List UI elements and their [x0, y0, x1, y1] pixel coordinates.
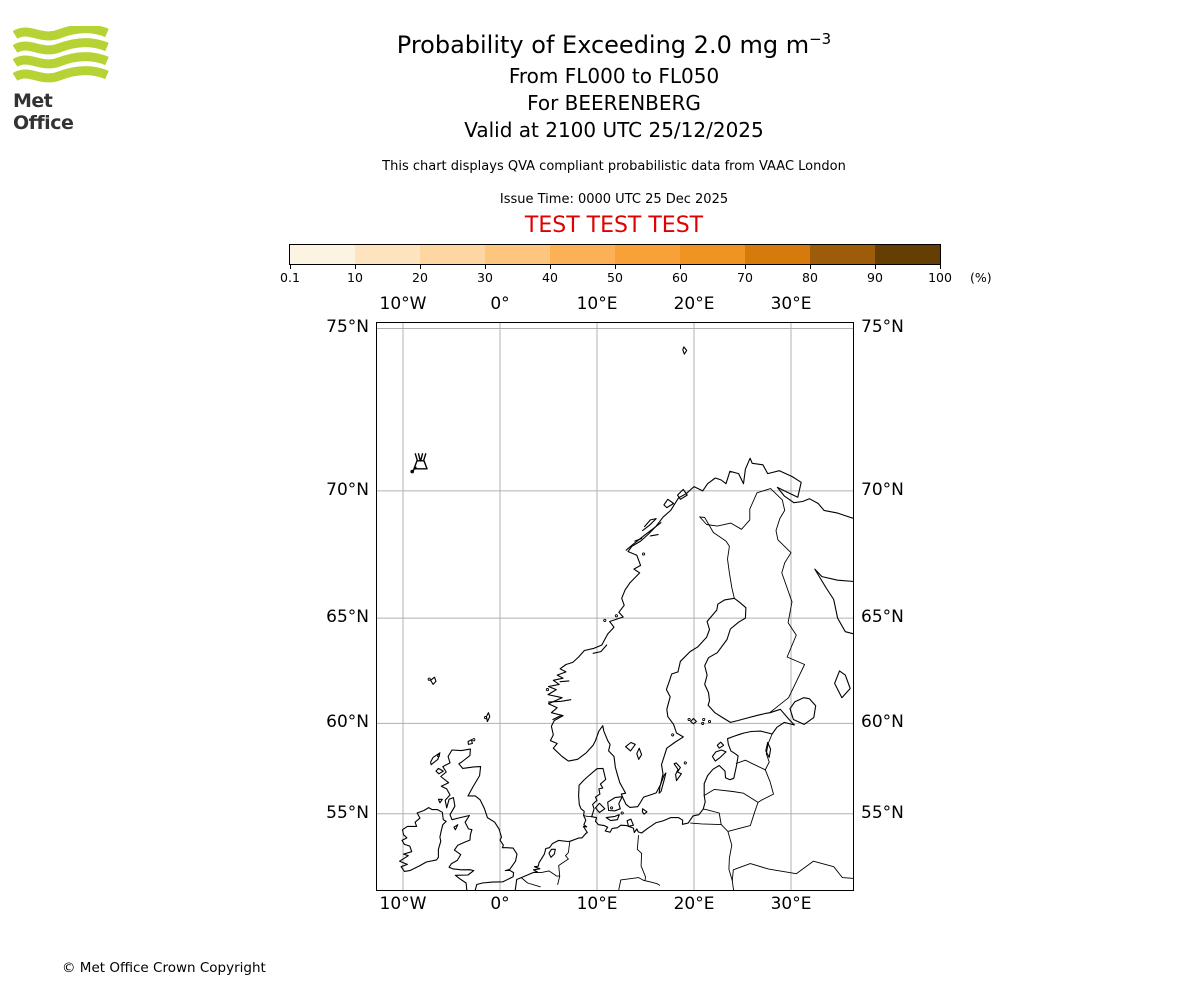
coastline-path — [627, 819, 633, 826]
lon-axis-label-top: 0° — [490, 294, 510, 314]
coastline-path — [549, 700, 571, 702]
colorbar-tick-label: 90 — [867, 270, 883, 285]
country-border-path — [700, 517, 735, 598]
colorbar-segment-0 — [290, 245, 355, 264]
lat-axis-label-left: 75°N — [326, 317, 369, 338]
colorbar-segment-9 — [875, 245, 940, 264]
coastline-path — [560, 681, 569, 682]
test-watermark: TEST TEST TEST — [524, 213, 704, 238]
page-title-text: Probability of Exceeding 2.0 mg m — [396, 31, 810, 59]
coastline-path — [549, 849, 555, 857]
small-island-dot — [684, 762, 686, 764]
colorbar-tick-label: 100 — [928, 270, 952, 285]
lon-axis-label-bottom: 10°W — [379, 894, 427, 914]
lat-axis-label-right: 75°N — [861, 317, 904, 338]
page-title-superscript: −3 — [809, 30, 832, 48]
colorbar-tick-label: 10 — [347, 270, 363, 285]
qva-description: This chart displays QVA compliant probabilistic data from VAAC London — [382, 159, 846, 174]
coastline-path — [608, 797, 623, 811]
country-border-path — [765, 734, 772, 770]
colorbar-tick-mark — [355, 265, 356, 269]
small-island-dot — [621, 812, 623, 814]
map-frame — [377, 323, 854, 891]
colorbar-segment-2 — [420, 245, 485, 264]
colorbar-tick-label: 20 — [412, 270, 428, 285]
country-border-path — [758, 770, 774, 803]
probability-colorbar — [280, 244, 1001, 290]
subtitle-valid-time: Valid at 2100 UTC 25/12/2025 — [464, 118, 764, 142]
small-island-dot — [708, 720, 710, 722]
coastline-path — [431, 677, 436, 684]
lon-axis-label-bottom: 30°E — [770, 894, 812, 914]
country-border-path — [703, 809, 721, 825]
small-island-dot — [428, 678, 430, 680]
colorbar-tick-mark — [290, 265, 291, 269]
colorbar-tick-label: 30 — [477, 270, 493, 285]
country-border-path — [691, 823, 728, 831]
lat-axis-label-left: 55°N — [326, 802, 369, 823]
colorbar-tick-label: 70 — [737, 270, 753, 285]
lon-axis-label-top: 10°W — [379, 294, 427, 314]
colorbar-tick-mark — [745, 265, 746, 269]
copyright-notice: © Met Office Crown Copyright — [62, 960, 266, 976]
colorbar-tick-mark — [875, 265, 876, 269]
coastline-path — [815, 569, 854, 634]
small-island-dot — [546, 689, 548, 691]
country-border-path — [704, 789, 758, 802]
lon-axis-label-bottom: 10°E — [576, 894, 618, 914]
small-island-dot — [615, 615, 617, 617]
small-island-dot — [604, 619, 606, 621]
lat-axis-label-right: 55°N — [861, 802, 904, 823]
country-border-path — [645, 881, 660, 886]
lat-axis-label-left: 60°N — [326, 712, 369, 733]
small-island-dot — [611, 807, 613, 809]
lat-axis-label-right: 60°N — [861, 712, 904, 733]
lat-axis-label-right: 70°N — [861, 479, 904, 500]
coastline-path — [468, 740, 472, 745]
colorbar-tick-mark — [940, 265, 941, 269]
coastline-path — [835, 671, 851, 698]
colorbar-tick-mark — [810, 265, 811, 269]
coastline-path — [626, 743, 636, 751]
volcano-eruption-icon — [411, 454, 427, 473]
lon-axis-label-bottom: 20°E — [673, 894, 715, 914]
coastline-path — [712, 750, 726, 761]
small-island-dot — [688, 718, 690, 720]
colorbar-tick-label: 50 — [607, 270, 623, 285]
country-border-path — [618, 836, 645, 892]
coastline-path — [683, 347, 687, 354]
country-border-path — [736, 760, 765, 770]
colorbar-segment-8 — [810, 245, 875, 264]
colorbar-segment-7 — [745, 245, 810, 264]
lat-axis-label-right: 65°N — [861, 607, 904, 628]
country-border-path — [558, 842, 570, 885]
small-island-dot — [672, 734, 674, 736]
met-office-logo-text: Met Office — [13, 90, 74, 134]
small-island-dot — [437, 755, 439, 757]
colorbar-segment-5 — [615, 245, 680, 264]
map-plot-area — [376, 322, 854, 891]
coastline-path — [606, 815, 619, 821]
coastline-path — [400, 808, 447, 872]
lon-axis-label-bottom: 0° — [490, 894, 510, 914]
colorbar-tick-mark — [615, 265, 616, 269]
colorbar-tick-mark — [420, 265, 421, 269]
lon-axis-label-top: 10°E — [576, 294, 618, 314]
coastline-path — [637, 748, 642, 759]
coastline-path — [436, 768, 443, 773]
coastline-path — [438, 799, 442, 803]
colorbar-tick-mark — [485, 265, 486, 269]
country-border-path — [521, 878, 540, 887]
coastline-path — [664, 499, 674, 507]
lat-axis-label-left: 70°N — [326, 479, 369, 500]
page-title — [14, 30, 1200, 59]
country-border-path — [728, 802, 758, 831]
country-border-path — [584, 816, 592, 817]
coastline-path — [454, 825, 458, 830]
coastline-path — [790, 698, 816, 725]
coastline-path — [650, 535, 658, 536]
small-island-dot — [473, 739, 475, 741]
small-island-dot — [703, 718, 705, 720]
coastline-path — [626, 523, 661, 551]
small-island-dot — [643, 553, 645, 555]
coastline-path — [441, 749, 517, 891]
colorbar-segment-4 — [550, 245, 615, 264]
colorbar-segments — [289, 244, 941, 265]
subtitle-flight-levels: From FL000 to FL050 — [508, 64, 720, 88]
colorbar-segment-3 — [485, 245, 550, 264]
coastline-path — [515, 458, 854, 891]
lon-axis-label-top: 30°E — [770, 294, 812, 314]
country-border-path — [700, 489, 805, 713]
country-border-path — [732, 861, 854, 881]
issue-time: Issue Time: 0000 UTC 25 Dec 2025 — [499, 192, 729, 207]
country-border-path — [728, 831, 734, 891]
colorbar-tick-mark — [680, 265, 681, 269]
colorbar-tick-mark — [550, 265, 551, 269]
lat-axis-label-left: 65°N — [326, 607, 369, 628]
map-canvas — [376, 322, 854, 891]
lon-axis-label-top: 20°E — [673, 294, 715, 314]
coastline-path — [717, 742, 723, 748]
colorbar-tick-label: 60 — [672, 270, 688, 285]
colorbar-tick-label: 0.1 — [280, 270, 300, 285]
colorbar-tick-label: 80 — [802, 270, 818, 285]
colorbar-tick-label: 40 — [542, 270, 558, 285]
colorbar-unit-label: (%) — [970, 270, 992, 285]
coastline-path — [674, 763, 681, 781]
colorbar-segment-6 — [680, 245, 745, 264]
small-island-dot — [484, 717, 486, 719]
subtitle-volcano-name: For BEERENBERG — [527, 91, 701, 115]
colorbar-segment-1 — [355, 245, 420, 264]
